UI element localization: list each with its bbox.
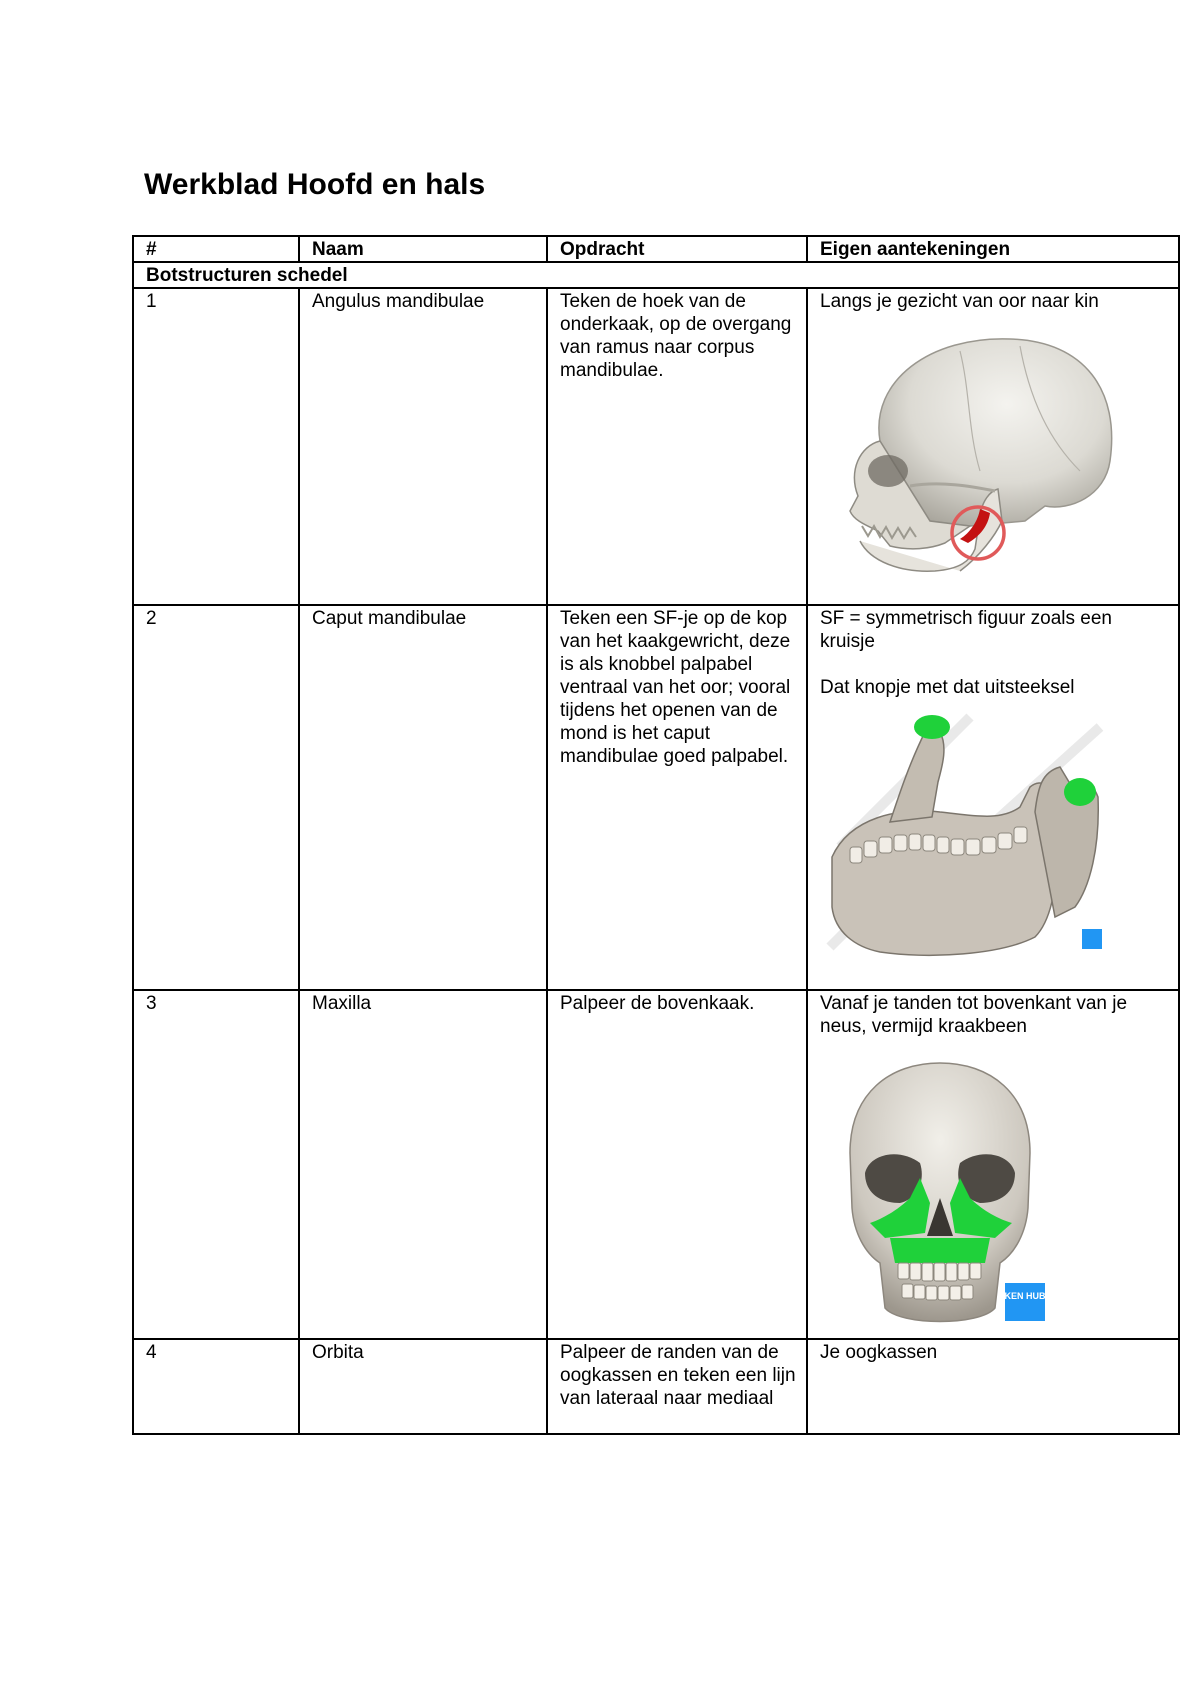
row-num: 1 [133,288,299,605]
header-name: Naam [299,236,547,262]
row-name: Caput mandibulae [299,605,547,990]
row-num: 3 [133,990,299,1339]
mandible-illustration [820,707,1120,963]
header-task: Opdracht [547,236,807,262]
row-task: Teken een SF-je op de kop van het kaakgewricht, deze is als knobbel palpabel ventraal van het oor; vooral tijdens het openen van de mond is het caput mandibulae goed palpabel. [547,605,807,990]
note-text: Vanaf je tanden tot bovenkant van je neus, vermijd kraakbeen [820,993,1128,1037]
row-task: Teken de hoek van de onderkaak, op de overgang van ramus naar corpus mandibulae. [547,288,807,605]
note-text: Je oogkassen [820,1342,938,1363]
skull-lateral-illustration [820,321,1170,583]
header-notes: Eigen aantekeningen [807,236,1179,262]
row-notes [807,605,1179,990]
row-notes [807,990,1179,1339]
row-notes [807,288,1179,605]
page-title: Werkblad Hoofd en hals [144,168,486,201]
group-label: Botstructuren schedel [133,262,1179,288]
row-task: Palpeer de bovenkaak. [547,990,807,1339]
group-row [133,262,1179,288]
header-row [133,236,1179,262]
note-text: SF = symmetrisch figuur zoals een kruisje [820,608,1112,652]
row-task: Palpeer de randen van de oogkassen en teken een lijn van lateraal naar mediaal [547,1339,807,1434]
note-text: Dat knopje met dat uitsteeksel [820,677,1075,698]
header-num: # [133,236,299,262]
kenhub-logo: KEN HUB [1004,1291,1046,1301]
note-text: Langs je gezicht van oor naar kin [820,291,1099,312]
row-notes [807,1339,1179,1434]
table-row [133,1339,1179,1434]
worksheet-table [132,235,1180,1435]
row-name: Orbita [299,1339,547,1434]
table-row [133,605,1179,990]
row-name: Angulus mandibulae [299,288,547,605]
row-num: 4 [133,1339,299,1434]
row-num: 2 [133,605,299,990]
row-name: Maxilla [299,990,547,1339]
table-row [133,990,1179,1339]
skull-frontal-illustration [830,1058,1060,1338]
table-row [133,288,1179,605]
